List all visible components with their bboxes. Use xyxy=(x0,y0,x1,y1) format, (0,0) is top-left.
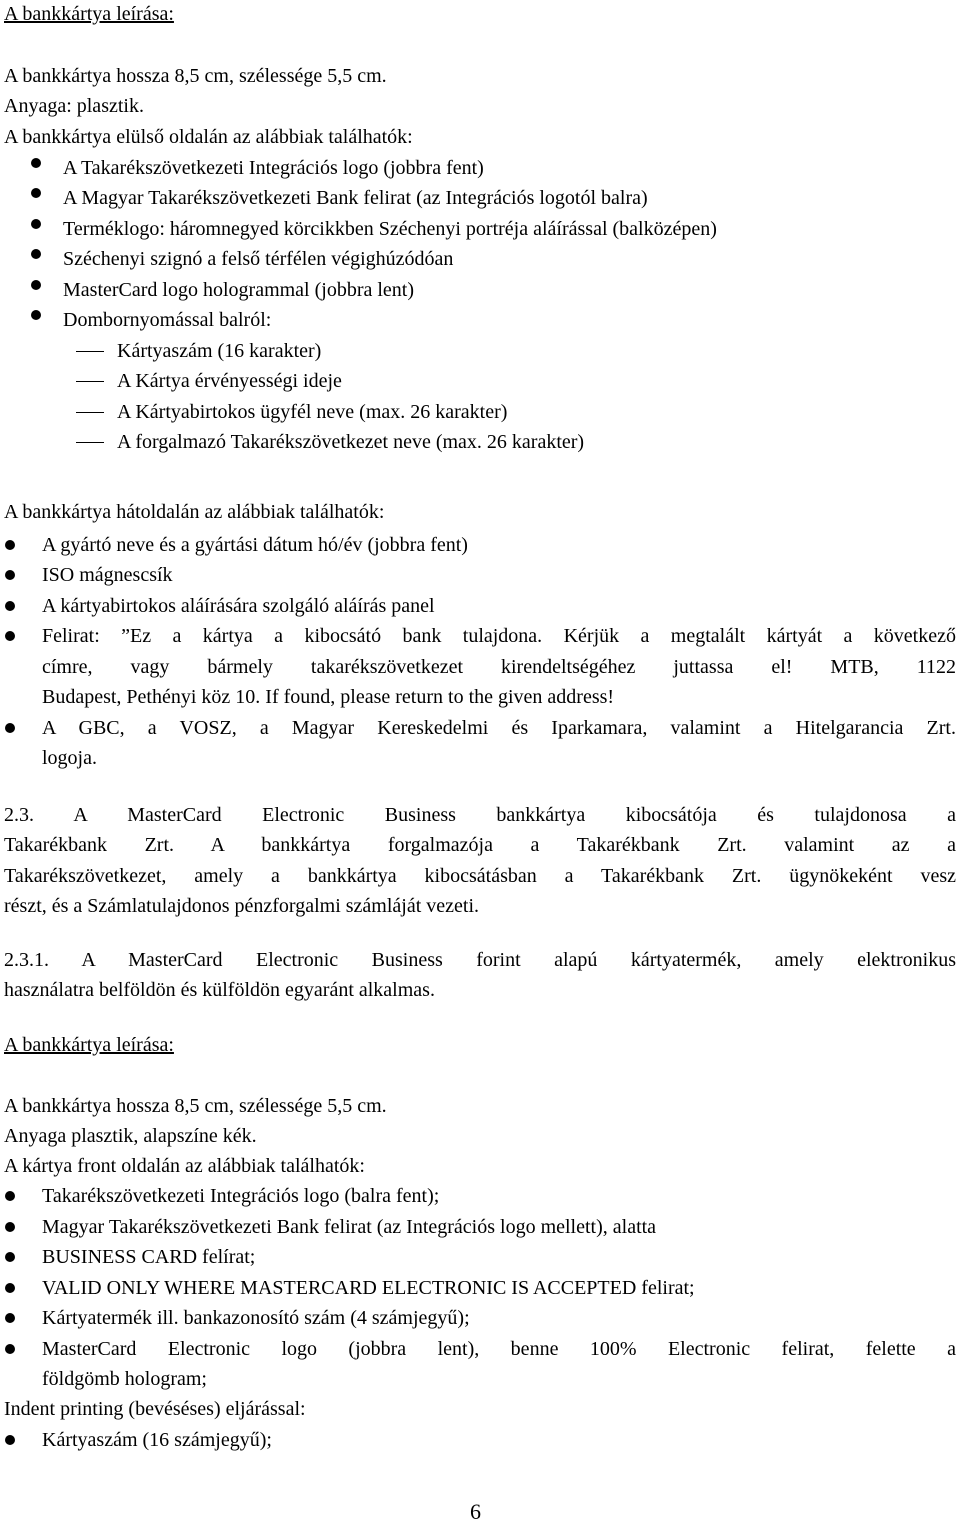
indent-printing-intro: Indent printing (bevéséses) eljárással: xyxy=(4,1398,306,1420)
bullet-icon xyxy=(5,1435,15,1445)
mastercard-line: földgömb hologram; xyxy=(42,1368,207,1390)
list-item: MasterCard logo hologrammal (jobbra lent) xyxy=(63,279,415,301)
bullet-icon xyxy=(5,1283,15,1293)
paragraph-2-3-line: 2.3. A MasterCard Electronic Business bankkártya kibocsátója és tulajdonosa a xyxy=(4,804,956,826)
paragraph-2-3-1-line: használatra belföldön és külföldön egyaránt alkalmas. xyxy=(4,979,435,1001)
list-item: Kártyatermék ill. bankazonosító szám (4 számjegyű); xyxy=(42,1307,470,1329)
list-item: ISO mágnescsík xyxy=(42,564,173,586)
card-material-text: Anyaga: plasztik. xyxy=(4,95,144,117)
bullet-icon xyxy=(31,219,41,229)
front-side-intro: A kártya front oldalán az alábbiak találhatók: xyxy=(4,1155,365,1177)
card-size-text: A bankkártya hossza 8,5 cm, szélessége 5,5 cm. xyxy=(4,1095,387,1117)
bullet-icon xyxy=(5,570,15,580)
back-side-intro: A bankkártya hátoldalán az alábbiak találhatók: xyxy=(4,501,385,523)
bullet-icon xyxy=(5,540,15,550)
mastercard-line: MasterCard Electronic logo (jobbra lent), benne 100% Electronic felirat, felette a xyxy=(42,1338,956,1360)
card-size-text: A bankkártya hossza 8,5 cm, szélessége 5,5 cm. xyxy=(4,65,387,87)
bullet-icon xyxy=(31,280,41,290)
section-heading: A bankkártya leírása: xyxy=(4,3,174,25)
list-item: Dombornyomással balról: xyxy=(63,309,272,331)
paragraph-2-3-line: Takarékszövetkezet, amely a bankkártya kibocsátásban a Takarékbank Zrt. ügynökeként vesz xyxy=(4,865,956,887)
list-item: A gyártó neve és a gyártási dátum hó/év (jobbra fent) xyxy=(42,534,468,556)
dash-bullet-icon xyxy=(76,442,104,443)
list-item: A kártyabirtokos aláírására szolgáló aláírás panel xyxy=(42,595,435,617)
sub-list-item: A forgalmazó Takarékszövetkezet neve (max. 26 karakter) xyxy=(117,431,585,453)
list-item: BUSINESS CARD felírat; xyxy=(42,1246,256,1268)
list-item: VALID ONLY WHERE MASTERCARD ELECTRONIC IS ACCEPTED felirat; xyxy=(42,1277,695,1299)
paragraph-2-3-1-line: 2.3.1. A MasterCard Electronic Business forint alapú kártyatermék, amely elektronikus xyxy=(4,949,956,971)
bullet-icon xyxy=(31,249,41,259)
bullet-icon xyxy=(5,723,15,733)
list-item: Kártyaszám (16 számjegyű); xyxy=(42,1429,272,1451)
sub-list-item: Kártyaszám (16 karakter) xyxy=(117,340,322,362)
bullet-icon xyxy=(5,1252,15,1262)
bullet-icon xyxy=(5,1191,15,1201)
list-item: A Magyar Takarékszövetkezeti Bank felirat (az Integrációs logotól balra) xyxy=(63,187,648,209)
dash-bullet-icon xyxy=(76,412,104,413)
sub-list-item: A Kártya érvényességi ideje xyxy=(117,370,342,392)
sub-list-item: A Kártyabirtokos ügyfél neve (max. 26 karakter) xyxy=(117,401,508,423)
bullet-icon xyxy=(5,1222,15,1232)
bullet-icon xyxy=(31,310,41,320)
gbc-line: logoja. xyxy=(42,747,97,769)
paragraph-2-3-line: Takarékbank Zrt. A bankkártya forgalmazója a Takarékbank Zrt. valamint az a xyxy=(4,834,956,856)
list-item: A Takarékszövetkezeti Integrációs logo (jobbra fent) xyxy=(63,157,484,179)
bullet-icon xyxy=(31,158,41,168)
felirat-line: Felirat: ”Ez a kártya a kibocsátó bank tulajdona. Kérjük a megtalált kártyát a következő xyxy=(42,625,956,647)
bullet-icon xyxy=(5,631,15,641)
list-item: Széchenyi szignó a felső térfélen végighúzódóan xyxy=(63,248,454,270)
paragraph-2-3-line: részt, és a Számlatulajdonos pénzforgalmi számláját vezeti. xyxy=(4,895,480,917)
bullet-icon xyxy=(5,1344,15,1354)
felirat-line: Budapest, Pethényi köz 10. If found, please return to the given address! xyxy=(42,686,615,708)
front-side-intro: A bankkártya elülső oldalán az alábbiak találhatók: xyxy=(4,126,413,148)
gbc-line: A GBC, a VOSZ, a Magyar Kereskedelmi és Iparkamara, valamint a Hitelgarancia Zrt. xyxy=(42,717,956,739)
dash-bullet-icon xyxy=(76,351,104,352)
felirat-line: címre, vagy bármely takarékszövetkezet kirendeltségéhez juttassa el! MTB, 1122 xyxy=(42,656,956,678)
dash-bullet-icon xyxy=(76,381,104,382)
bullet-icon xyxy=(5,1313,15,1323)
page-number: 6 xyxy=(470,1499,481,1524)
card-material-text: Anyaga plasztik, alapszíne kék. xyxy=(4,1125,257,1147)
list-item: Magyar Takarékszövetkezeti Bank felirat (az Integrációs logo mellett), alatta xyxy=(42,1216,657,1238)
section-heading: A bankkártya leírása: xyxy=(4,1034,174,1056)
list-item: Takarékszövetkezeti Integrációs logo (balra fent); xyxy=(42,1185,440,1207)
bullet-icon xyxy=(31,188,41,198)
bullet-icon xyxy=(5,601,15,611)
list-item: Terméklogo: háromnegyed körcikkben Széchenyi portréja aláírással (balközépen) xyxy=(63,218,717,240)
